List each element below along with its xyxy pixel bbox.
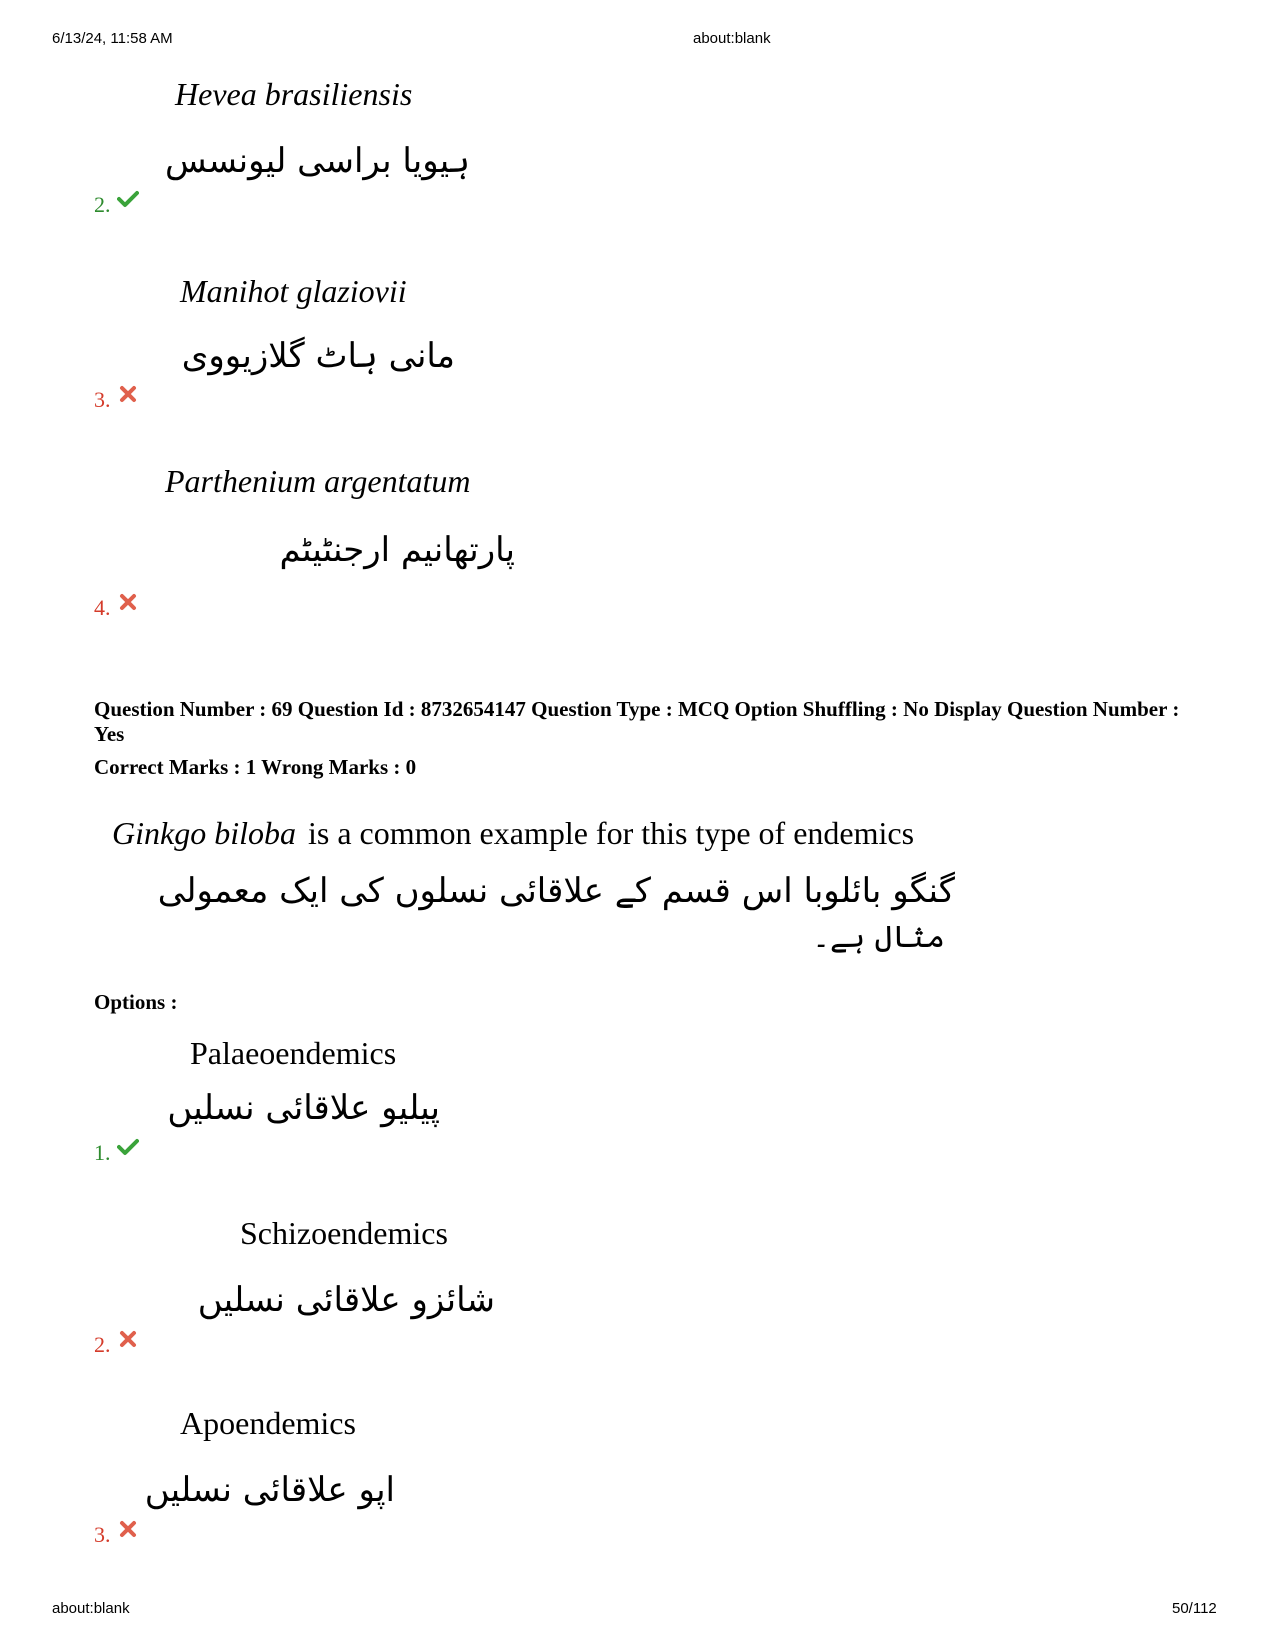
options-label: Options :: [94, 990, 178, 1014]
option-urdu-text: ہیویا براسی لیونسس: [164, 141, 470, 181]
prev-option-4: [0, 455, 1275, 645]
cross-icon: [117, 385, 139, 403]
option-number-label: 3.: [94, 387, 111, 412]
question-text: [112, 815, 914, 852]
option-number: [94, 192, 139, 218]
option-number: [94, 387, 139, 413]
option-latin-text: Parthenium argentatum: [165, 463, 471, 499]
option-2: [0, 1205, 1275, 1395]
option-number-label: 4.: [94, 595, 111, 620]
print-page-number: 50/112: [1172, 1600, 1217, 1617]
prev-option-2: [0, 70, 1275, 260]
question-scientific-name: Ginkgo biloba: [112, 815, 296, 851]
option-1: [0, 1030, 1275, 1220]
option-urdu-text: شائزو علاقائی نسلیں: [197, 1280, 495, 1320]
question-urdu-line2: مثال ہے۔: [812, 920, 945, 955]
option-number-label: 3.: [94, 1522, 111, 1547]
option-urdu-text: مانی ہاٹ گلازیووی: [181, 336, 455, 376]
option-latin-text: Palaeoendemics: [190, 1035, 397, 1071]
option-number: [94, 595, 139, 621]
question-marks: Correct Marks : 1 Wrong Marks : 0: [94, 755, 417, 779]
option-number: [94, 1522, 139, 1548]
print-datetime: 6/13/24, 11:58 AM: [52, 30, 173, 47]
check-icon: [117, 190, 139, 208]
question-urdu-line1: گنگو بائلوبا اس قسم کے علاقائی نسلوں کی ایک معمولی: [157, 871, 955, 911]
option-latin-text: Schizoendemics: [240, 1215, 448, 1251]
option-number-label: 2.: [94, 192, 111, 217]
option-latin-text: Apoendemics: [180, 1405, 356, 1441]
option-number-label: 2.: [94, 1332, 111, 1357]
prev-option-3: [0, 265, 1275, 455]
print-footer-url: about:blank: [52, 1600, 130, 1617]
option-latin-text: Manihot glaziovii: [180, 273, 407, 309]
check-icon: [117, 1138, 139, 1156]
option-urdu-text: پارتھانیم ارجنٹیٹم: [279, 530, 515, 570]
print-page-title: about:blank: [693, 30, 771, 47]
cross-icon: [117, 1520, 139, 1538]
option-number-label: 1.: [94, 1140, 111, 1165]
option-3: [0, 1400, 1275, 1590]
option-urdu-text: اپو علاقائی نسلیں: [144, 1470, 395, 1510]
cross-icon: [117, 1330, 139, 1348]
question-metadata: Question Number : 69 Question Id : 8732654147 Question Type : MCQ Option Shuffling : No Display Question Number : Yes: [94, 697, 1180, 746]
option-latin-text: Hevea brasiliensis: [175, 76, 413, 112]
cross-icon: [117, 593, 139, 611]
question-text-rest: is a common example for this type of endemics: [307, 815, 915, 851]
option-urdu-text: پیلیو علاقائی نسلیں: [167, 1088, 440, 1128]
option-number: [94, 1140, 139, 1166]
option-number: [94, 1332, 139, 1358]
